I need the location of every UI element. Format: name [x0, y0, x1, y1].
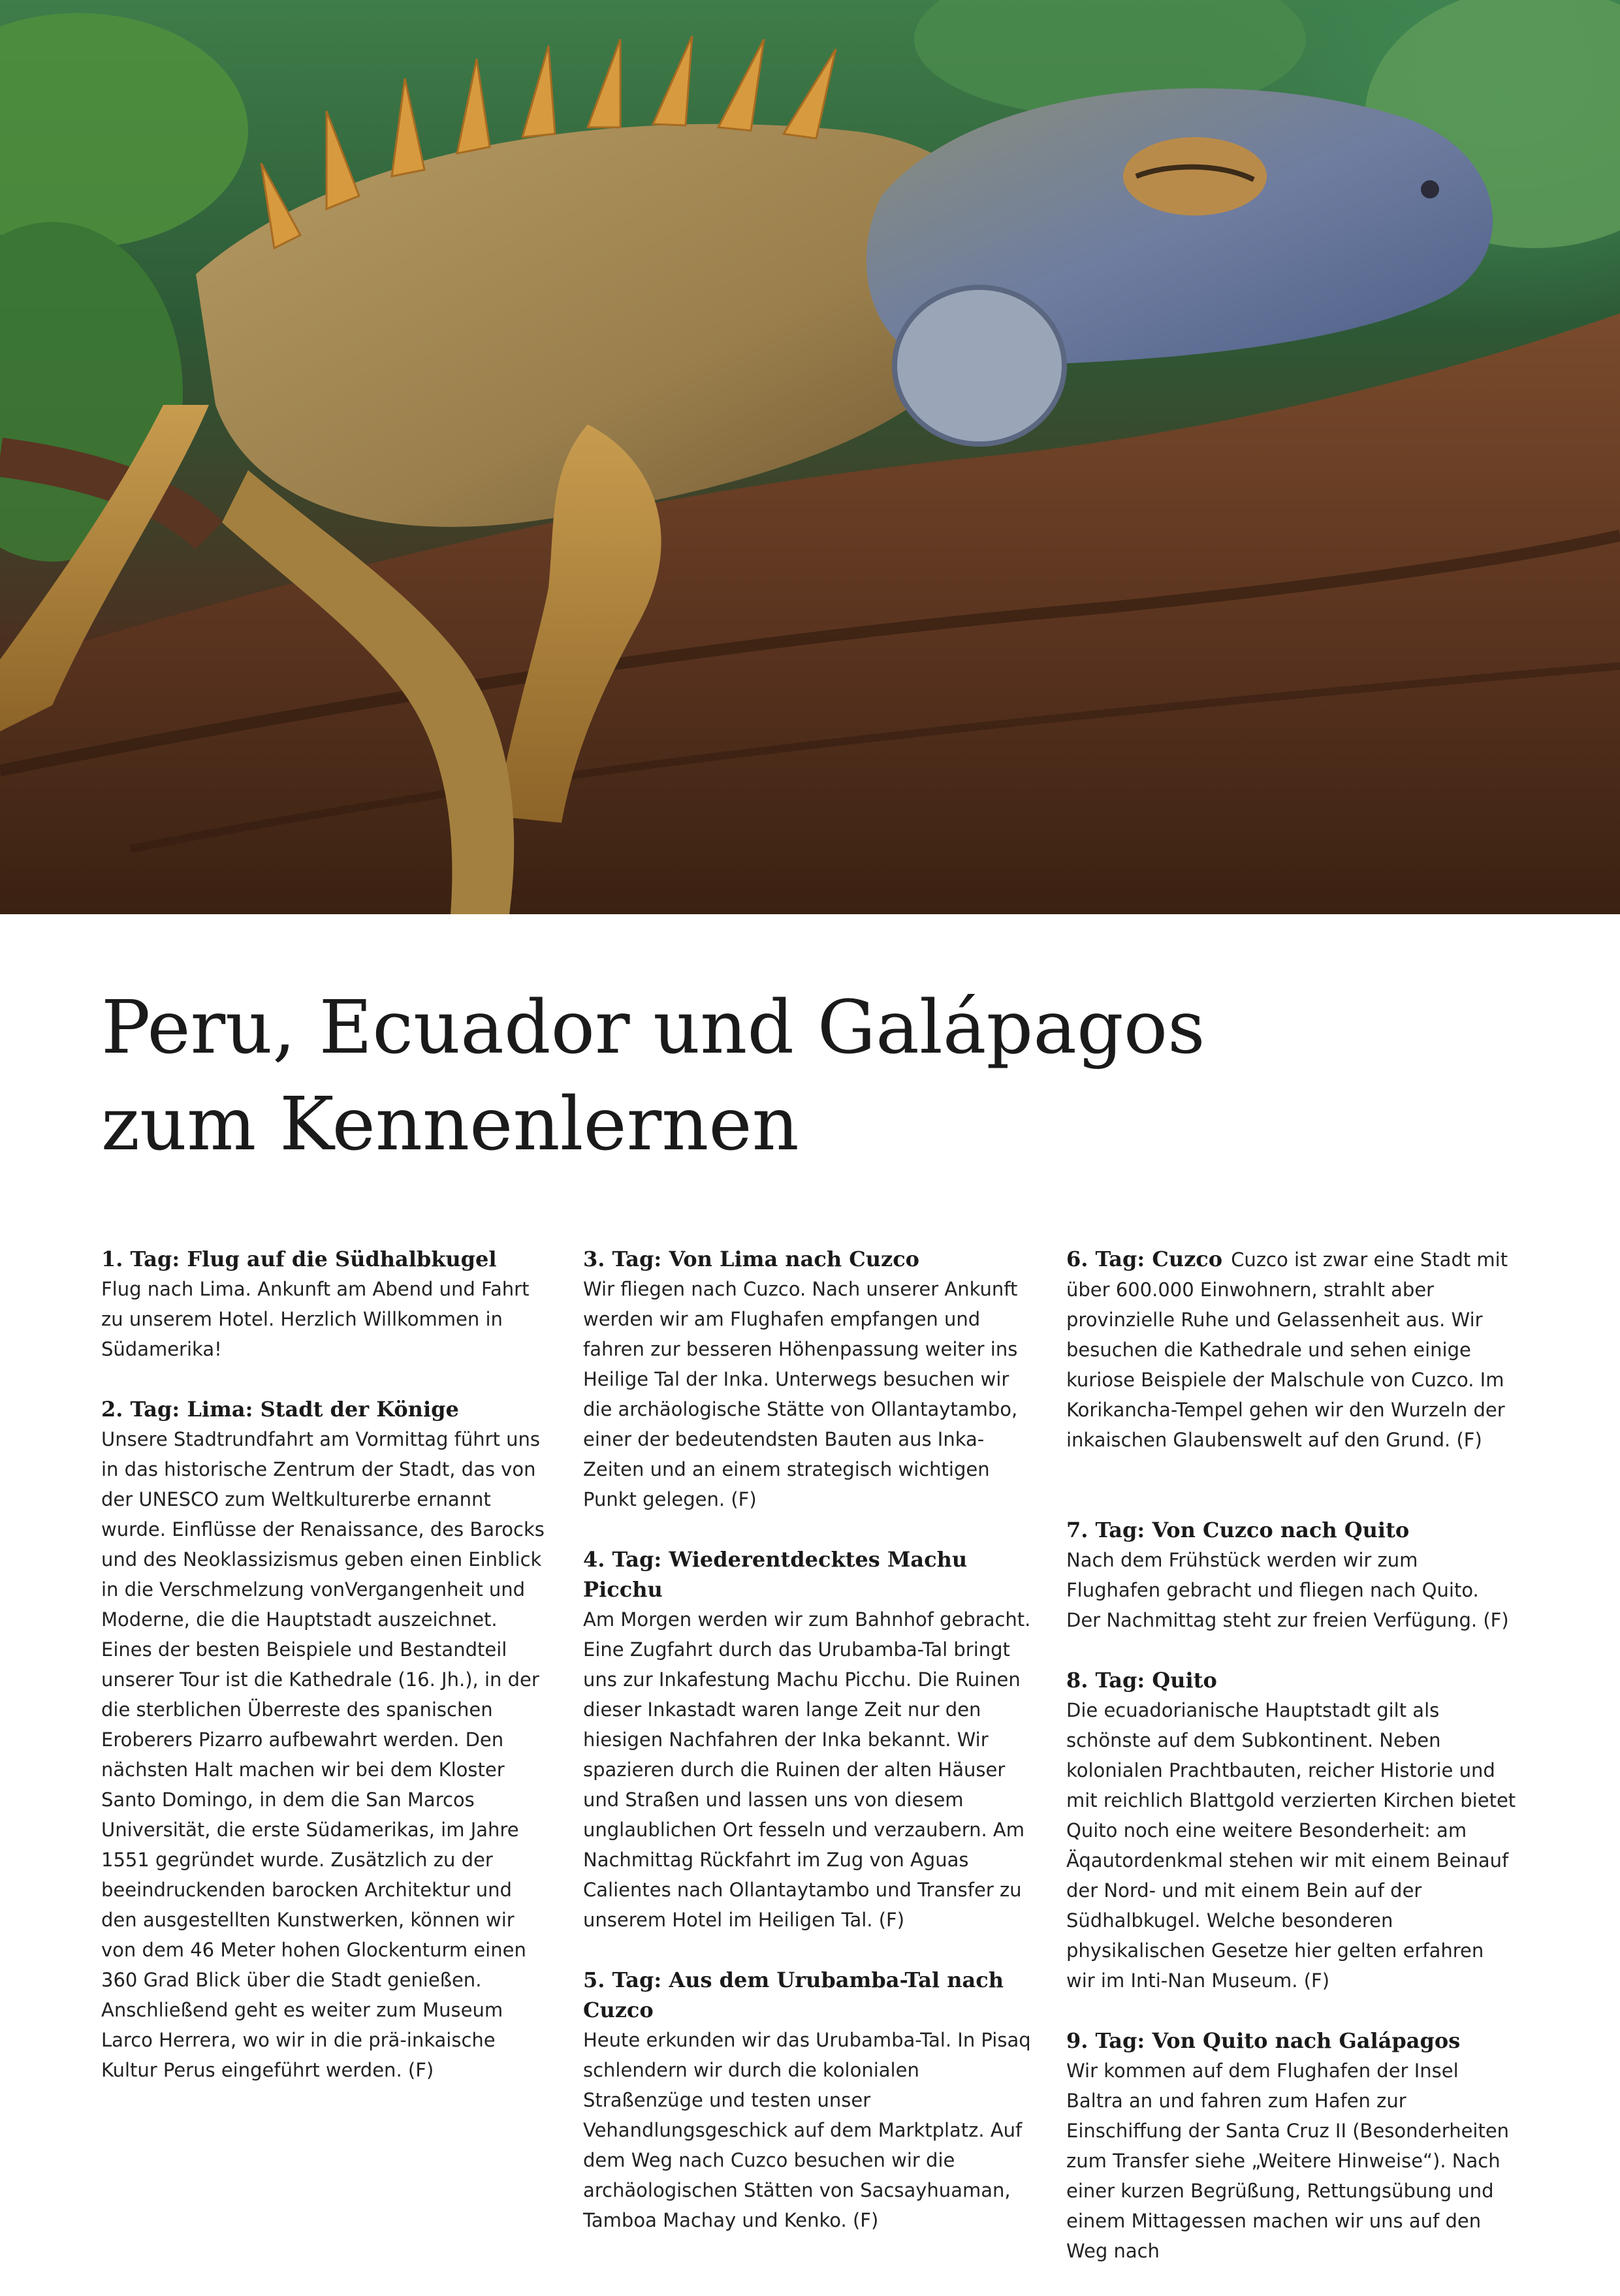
itinerary-day-5 [583, 1965, 1034, 2235]
day-title: 9. Tag: Von Quito nach Galápagos [1066, 2028, 1461, 2053]
itinerary-day-1 [101, 1244, 552, 1364]
day-text: Die ecuadorianische Hauptstadt gilt als schönste auf dem Subkontinent. Neben kolonialen Prachtbauten, reicher Historie und mit reichlich Blattgold verzierten Kirchen bietet Quito noch eine weitere Besonderheit: am Äqautordenkmal stehen wir mit einem Beinauf der Nord- und mit einem Bein auf der Südhalbkugel. Welche besonderen physikalischen Gesetze hier gelten erfahren wir im Inti-Nan Museum. (F) [1066, 1699, 1516, 1992]
day-text: Flug nach Lima. Ankunft am Abend und Fahrt zu unserem Hotel. Herzlich Willkommen in Südamerika! [101, 1278, 530, 1360]
day-title: 1. Tag: Flug auf die Südhalbkugel [101, 1247, 497, 1271]
itinerary-day-2 [101, 1394, 552, 2085]
day-text: Wir kommen auf dem Flughafen der Insel Baltra an und fahren zum Hafen zur Einschiffung der Santa Cruz II (Besonderheiten zum Transfer siehe „Weitere Hinweise“). Nach einer kurzen Begrüßung, Rettungsübung und einem Mittagessen machen wir uns auf den Weg nach [1066, 2060, 1510, 2262]
day-text: Wir fliegen nach Cuzco. Nach unserer Ankunft werden wir am Flughafen empfangen und fahren zur besseren Höhenpassung weiter ins Heilige Tal der Inka. Unterwegs besuchen wir die archäologische Stätte von Ollantaytambo, einer der bedeutendsten Bauten aus Inka-Zeiten und an einem strategisch wichtigen Punkt gelegen. (F) [583, 1278, 1018, 1510]
day-title: 8. Tag: Quito [1066, 1668, 1217, 1693]
itinerary-day-4 [583, 1544, 1034, 1935]
itinerary-day-3 [583, 1244, 1034, 1514]
day-text: Heute erkunden wir das Urubamba-Tal. In Pisaq schlendern wir durch die kolonialen Straßenzüge und testen unser Vehandlungsgeschick auf dem Marktplatz. Auf dem Weg nach Cuzco besuchen wir die archäologischen Stätten von Sacsayhuaman, Tamboa Machay und Kenko. (F) [583, 2029, 1031, 2231]
day-title: 6. Tag: Cuzco [1066, 1247, 1223, 1271]
itinerary-column-2 [583, 1244, 1034, 2265]
day-title: 3. Tag: Von Lima nach Cuzco [583, 1247, 920, 1271]
hero-photo [0, 0, 1620, 914]
page-title-line-2: zum Kennenlernen [101, 1082, 799, 1167]
day-text: Unsere Stadtrundfahrt am Vormittag führt uns in das historische Zentrum der Stadt, das von der UNESCO zum Weltkulturerbe ernannt wurde. Einflüsse der Renaissance, des Barocks und des Neoklassizismus geben einen Einblick in die Verschmelzung vonVergangenheit und Moderne, die die Hauptstadt auszeichnet. Eines der besten Beispiele und Bestandteil unserer Tour ist die Kathedrale (16. Jh.), in der die sterblichen Überreste des spanischen Eroberers Pizarro aufbewahrt werden. Den nächsten Halt machen wir bei dem Kloster Santo Domingo, in dem die San Marcos Universität, die erste Südamerikas, im Jahre 1551 gegründet wurde. Zusätzlich zu der beeindruckenden barocken Architektur und den ausgestellten Kunstwerken, können wir von dem 46 Meter hohen Glockenturm einen 360 Grad Blick über die Stadt genießen. Anschließend geht es weiter zum Museum Larco Herrera, wo wir in die prä-inkaische Kultur Perus eingeführt werden. (F) [101, 1428, 545, 2081]
itinerary-column-3 [1066, 1244, 1517, 2296]
itinerary-day-7 [1066, 1515, 1517, 1635]
day-text: Am Morgen werden wir zum Bahnhof gebracht. Eine Zugfahrt durch das Urubamba-Tal bringt uns zur Inkafestung Machu Picchu. Die Ruinen dieser Inkastadt waren lange Zeit nur den hiesigen Nachfahren der Inka bekannt. Wir spazieren durch die Ruinen der alten Häuser und Straßen und lassen uns von diesem unglaublichen Ort fesseln und verzaubern. Am Nachmittag Rückfahrt im Zug von Aguas Calientes nach Ollantaytambo und Transfer zu unserem Hotel im Heiligen Tal. (F) [583, 1608, 1031, 1931]
itinerary-day-8 [1066, 1665, 1517, 1996]
day-title: 7. Tag: Von Cuzco nach Quito [1066, 1518, 1410, 1542]
day-text: Nach dem Frühstück werden wir zum Flughafen gebracht und fliegen nach Quito. Der Nachmittag steht zur freien Verfügung. (F) [1066, 1549, 1509, 1631]
day-title: 4. Tag: Wiederentdecktes Machu Picchu [583, 1547, 968, 1602]
itinerary-day-9 [1066, 2026, 1517, 2266]
page-title-line-1: Peru, Ecuador und Galápagos [101, 985, 1205, 1070]
page-title [101, 980, 1538, 1173]
iguana-illustration [0, 0, 1620, 914]
jaw-shield [895, 287, 1064, 444]
itinerary-column-1 [101, 1244, 552, 2115]
itinerary-day-6 [1066, 1244, 1517, 1455]
day-text: Cuzco ist zwar eine Stadt mit über 600.000 Einwohnern, strahlt aber provinzielle Ruhe und Gelassenheit aus. Wir besuchen die Kathedrale und sehen einige kuriose Beispiele der Malschule von Cuzco. Im Korikancha-Tempel gehen wir den Wurzeln der inkaischen Glaubenswelt auf den Grund. (F) [1066, 1249, 1508, 1451]
day-title: 2. Tag: Lima: Stadt der Könige [101, 1397, 459, 1422]
day-title: 5. Tag: Aus dem Urubamba-Tal nach Cuzco [583, 1968, 1004, 2022]
